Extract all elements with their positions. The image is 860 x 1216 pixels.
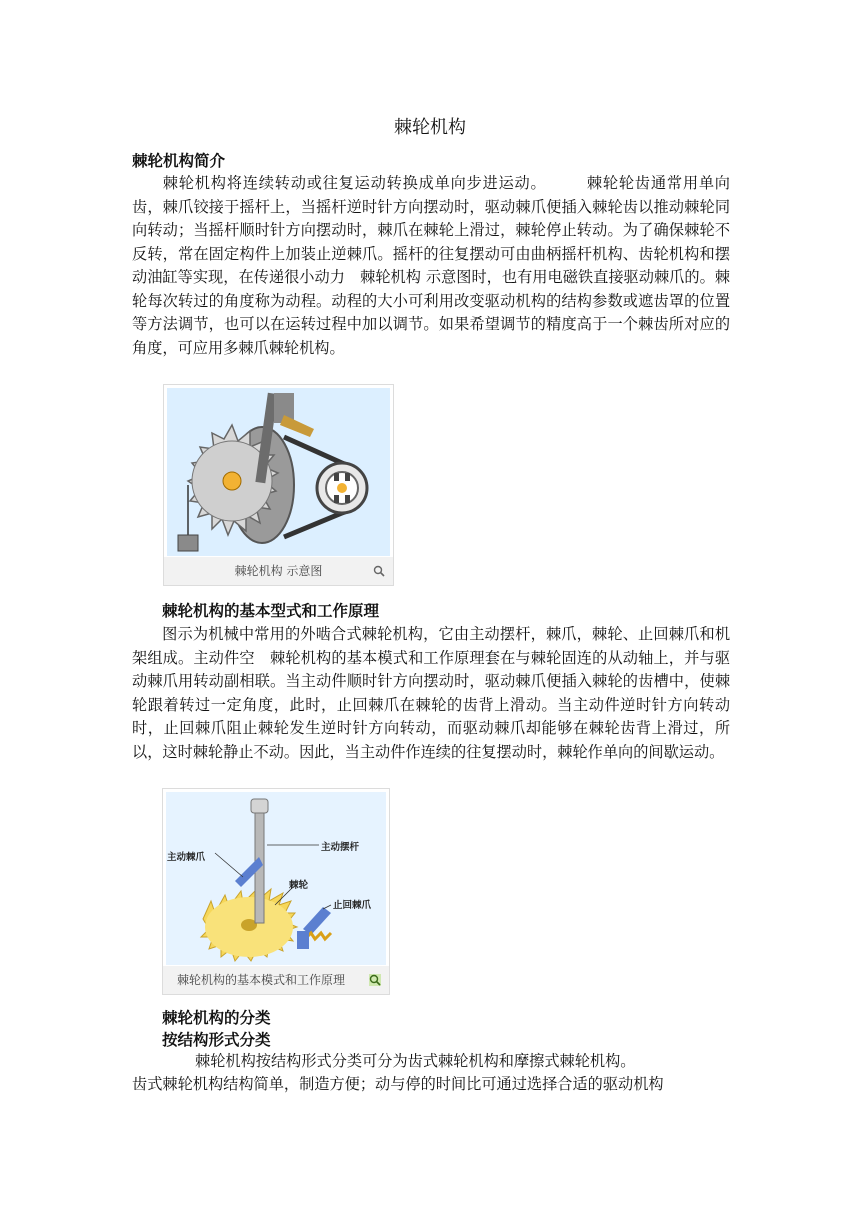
section-heading-classification: 棘轮机构的分类 bbox=[162, 1008, 271, 1027]
subheading-structure: 按结构形式分类 bbox=[162, 1030, 271, 1049]
page-title: 棘轮机构 bbox=[394, 117, 466, 138]
figure2-caption: 棘轮机构的基本模式和工作原理 bbox=[163, 966, 389, 994]
ratchet-principle-figure bbox=[162, 788, 390, 995]
classification-line-1: 棘轮机构按结构形式分类可分为齿式棘轮机构和摩擦式棘轮机构。 bbox=[195, 1052, 636, 1070]
section-heading-intro: 棘轮机构简介 bbox=[132, 151, 226, 170]
magnifier-icon[interactable] bbox=[369, 974, 381, 986]
magnifier-icon[interactable] bbox=[373, 565, 385, 577]
principle-paragraph bbox=[132, 623, 730, 764]
section-heading-principle: 棘轮机构的基本型式和工作原理 bbox=[162, 601, 380, 620]
figure1-caption: 棘轮机构 示意图 bbox=[164, 557, 393, 585]
label-drive-pawl: 主动棘爪 bbox=[167, 852, 206, 863]
ratchet-principle-illustration bbox=[163, 789, 389, 994]
principle-paragraph-text: 图示为机械中常用的外啮合式棘轮机构，它由主动摆杆，棘爪，棘轮、止回棘爪和机架组成。主动件空 棘轮机构的基本模式和工作原理套在与棘轮固连的从动轴上，并与驱动棘爪用转动副相联。当主动件顺时针方向摆动时，驱动棘爪便插入棘轮的齿槽中，使棘轮跟着转过一定角度，此时，止回棘爪在棘轮的齿背上滑动。当主动件逆时针方向转动时，止回棘爪阻止棘轮发生逆时针方向转动，而驱动棘爪却能够在棘轮齿背上滑过，所以，这时棘轮静止不动。因此，当主动件作连续的往复摆动时，棘轮作单向的间歇运动。 bbox=[132, 625, 730, 761]
label-ratchet: 棘轮 bbox=[289, 880, 309, 891]
label-check-pawl: 止回棘爪 bbox=[333, 900, 372, 911]
intro-paragraph bbox=[132, 172, 730, 360]
intro-paragraph-text: 棘轮机构将连续转动或往复运动转换成单向步进运动。 棘轮轮齿通常用单向齿，棘爪铰接于摇杆上，当摇杆逆时针方向摆动时，驱动棘爪便插入棘轮齿以推动棘轮同向转动；当摇杆顺时针方向摆动时，棘爪在棘轮上滑过，棘轮停止转动。为了确保棘轮不反转，常在固定构件上加装止逆棘爪。摇杆的往复摆动可由曲柄摇杆机构、齿轮机构和摆动油缸等实现，在传递很小动力 棘轮机构 示意图时，也有用电磁铁直接驱动棘爪的。棘轮每次转过的角度称为动程。动程的大小可利用改变驱动机构的结构参数或遮齿罩的位置等方法调节，也可以在运转过程中加以调节。如果希望调节的精度高于一个棘齿所对应的角度，可应用多棘爪棘轮机构。 bbox=[132, 174, 730, 357]
classification-line-2: 齿式棘轮机构结构简单，制造方便；动与停的时间比可通过选择合适的驱动机构 bbox=[132, 1075, 664, 1093]
label-drive-lever: 主动摆杆 bbox=[321, 842, 360, 853]
ratchet-schematic-figure bbox=[163, 384, 394, 586]
ratchet-schematic-illustration bbox=[164, 385, 393, 585]
